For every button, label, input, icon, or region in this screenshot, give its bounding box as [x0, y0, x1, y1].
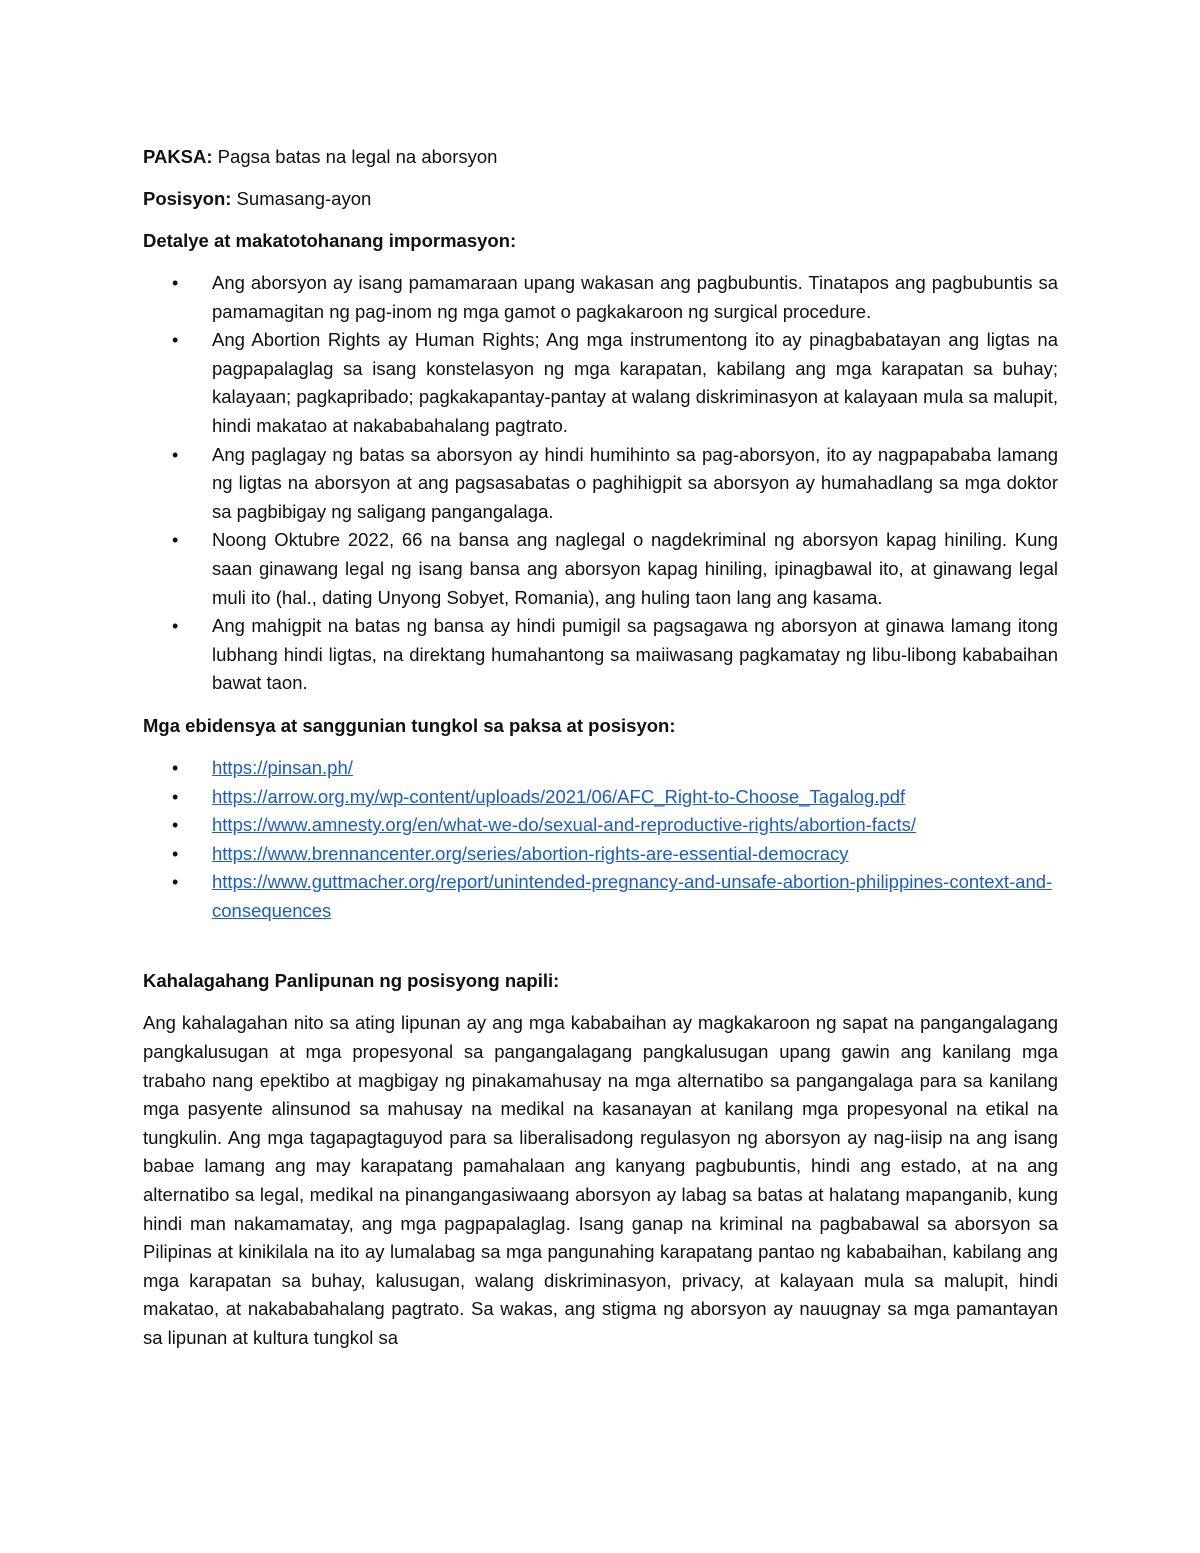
bullet-icon: • [172, 872, 179, 893]
bullet-icon: • [172, 330, 179, 351]
reference-link-pinsan[interactable]: https://pinsan.ph/ [212, 756, 353, 778]
evidence-item [143, 868, 1058, 925]
bullet-icon: • [172, 843, 179, 864]
details-list [143, 269, 1058, 698]
section-spacer [143, 939, 1058, 967]
details-item [143, 269, 1058, 326]
reference-link-brennancenter[interactable]: https://www.brennancenter.org/series/abortion-rights-are-essential-democracy [212, 842, 849, 864]
significance-heading: Kahalagahang Panlipunan ng posisyong napili: [143, 970, 560, 992]
evidence-item [143, 840, 1058, 869]
topic-label: PAKSA: [143, 146, 213, 167]
evidence-item [143, 811, 1058, 840]
details-item-text: Ang mahigpit na batas ng bansa ay hindi pumigil sa pagsagawa ng aborsyon at ginawa lamang itong lubhang hindi ligtas, na direktang humahantong sa maiiwasang pagkamatay ng libu-libong kababaihan bawat taon. [212, 615, 1058, 694]
topic-line [143, 143, 1058, 171]
position-label: Posisyon: [143, 188, 232, 209]
evidence-item [143, 754, 1058, 783]
significance-paragraph: Ang kahalagahan nito sa ating lipunan ay ang mga kababaihan ay magkakaroon ng sapat na pangangalagang pangkalusugan at mga propesyonal sa pangangalagang pangkalusugan upang gawin ang kanilang mga trabaho nang epektibo at magbigay ng pinakamahusay na mga alternatibo sa pangangalaga para sa kanilang mga pasyente alinsunod sa mahusay na medikal na kasanayan at kanilang mga propesyonal na etikal na tungkulin. Ang mga tagapagtaguyod para sa liberalisadong regulasyon ng aborsyon ay nag-iisip na ang isang babae lamang ang may karapatang pamahalaan ang kanyang pagbubuntis, hindi ang estado, at na ang alternatibo sa legal, medikal na pinangangasiwaang aborsyon ay labag sa batas at halatang mapanganib, kung hindi man nakamamatay, ang mga pagpapalaglag. Isang ganap na kriminal na pagbabawal sa aborsyon sa Pilipinas at kinikilala na ito ay lumalabag sa mga pangunahing karapatang pantao ng kababaihan, kabilang ang mga karapatan sa buhay, kalusugan, walang diskriminasyon, privacy, at kalayaan mula sa malupit, hindi makatao, at nakababahalang pagtrato. Sa wakas, ang stigma ng aborsyon ay nauugnay sa mga pamantayan sa lipunan at kultura tungkol sa [143, 1012, 1058, 1348]
position-line [143, 185, 1058, 213]
details-item-text: Ang paglagay ng batas sa aborsyon ay hindi humihinto sa pag-aborsyon, ito ay nagpapababa lamang ng ligtas na aborsyon at ang pagsasabatas o paghihigpit sa aborsyon ay humahadlang sa mga doktor sa pagbibigay ng saligang pangangalaga. [212, 443, 1058, 522]
details-item [143, 526, 1058, 612]
bullet-icon: • [172, 815, 179, 836]
bullet-icon: • [172, 757, 179, 778]
evidence-item [143, 783, 1058, 812]
reference-link-arrow[interactable]: https://arrow.org.my/wp-content/uploads/2021/06/AFC_Right-to-Choose_Tagalog.pdf [212, 785, 906, 807]
bullet-icon: • [172, 616, 179, 637]
position-value: Sumasang-ayon [231, 188, 372, 209]
document-content [143, 143, 1058, 1353]
evidence-list [143, 754, 1058, 926]
details-item-text: Ang Abortion Rights ay Human Rights; Ang mga instrumentong ito ay pinagbabatayan ang ligtas na pagpapalaglag sa isang konstelasyon ng mga karapatan, kabilang ang mga karapatan sa buhay; kalayaan; pagkapribado; pagkakapantay-pantay at walang diskriminasyon at kalayaan mula sa malupit, hindi makatao at nakababahalang pagtrato. [212, 329, 1058, 436]
details-item [143, 326, 1058, 440]
details-item-text: Noong Oktubre 2022, 66 na bansa ang naglegal o nagdekriminal ng aborsyon kapag hiniling. Kung saan ginawang legal ng isang bansa ang aborsyon kapag hiniling, ipinagbawal ito, at ginawang legal muli ito (hal., dating Unyong Sobyet, Romania), ang huling taon lang ang kasama. [212, 529, 1058, 608]
bullet-icon: • [172, 786, 179, 807]
details-heading: Detalye at makatotohanang impormasyon: [143, 230, 517, 251]
reference-link-guttmacher[interactable]: https://www.guttmacher.org/report/unintended-pregnancy-and-unsafe-abortion-philippines-context-and-consequences [212, 871, 1053, 921]
bullet-icon: • [172, 444, 179, 465]
evidence-heading: Mga ebidensya at sanggunian tungkol sa paksa at posisyon: [143, 714, 676, 736]
details-item [143, 612, 1058, 698]
reference-link-amnesty[interactable]: https://www.amnesty.org/en/what-we-do/sexual-and-reproductive-rights/abortion-facts/ [212, 814, 917, 836]
bullet-icon: • [172, 273, 179, 293]
bullet-icon: • [172, 530, 179, 551]
topic-value: Pagsa batas na legal na aborsyon [212, 146, 498, 167]
details-item [143, 441, 1058, 527]
details-item-text: Ang aborsyon ay isang pamamaraan upang wakasan ang pagbubuntis. Tinatapos ang pagbubuntis sa pamamagitan ng pag-inom ng mga gamot o pagkakaroon ng surgical procedure. [212, 272, 1058, 322]
